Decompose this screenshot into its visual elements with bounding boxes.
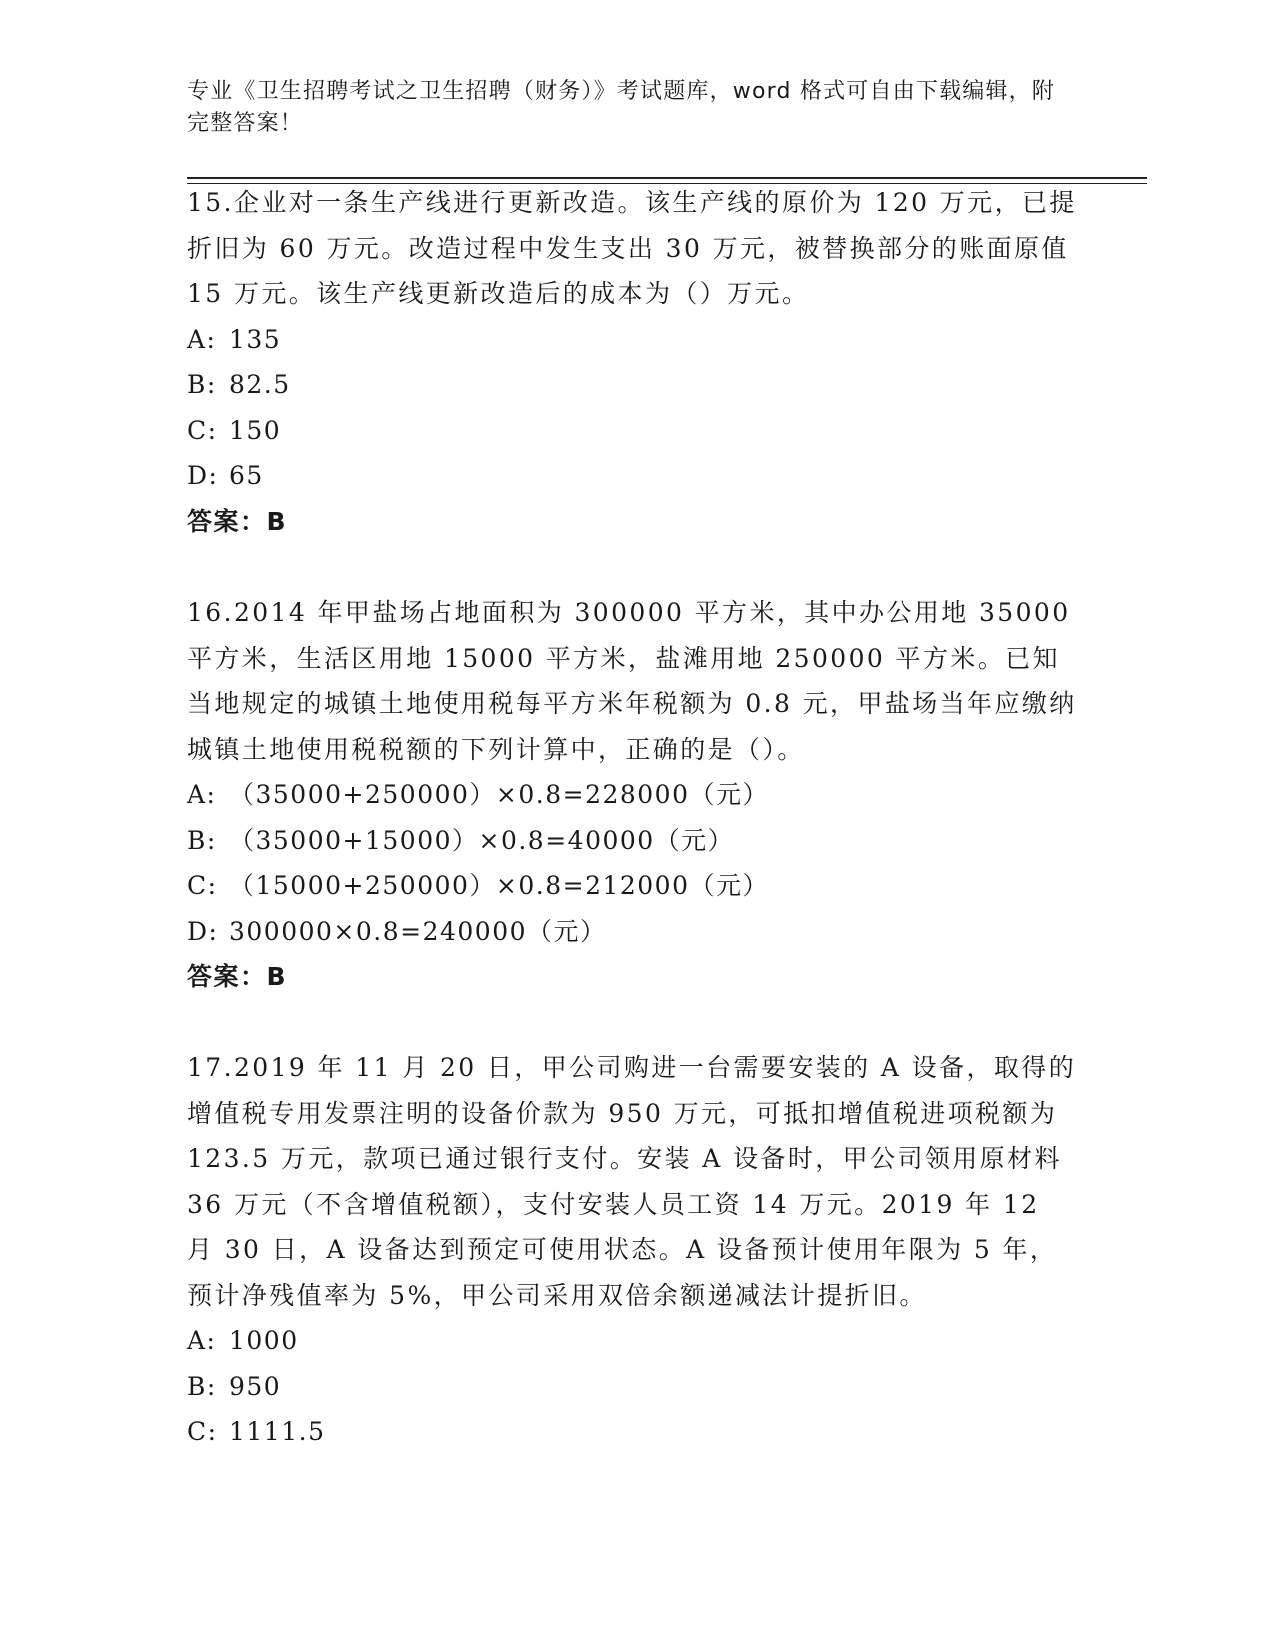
option-text: （35000+15000）×0.8=40000（元）: [229, 825, 735, 855]
option-label: D:: [187, 461, 219, 490]
option-label: D:: [187, 916, 219, 946]
option-a: [187, 772, 1077, 818]
option-c: [187, 408, 1077, 454]
option-text: （15000+250000）×0.8=212000（元）: [229, 871, 769, 900]
option-label: C:: [187, 415, 218, 445]
option-b: [187, 362, 1077, 408]
option-label: A:: [187, 324, 217, 354]
option-a: [187, 317, 1077, 363]
option-text: 1000: [229, 1326, 299, 1355]
option-a: [187, 1318, 1077, 1364]
option-d: [187, 453, 1077, 499]
option-label: A:: [187, 1326, 217, 1355]
question-stem: 17.2019 年 11 月 20 日，甲公司购进一台需要安装的 A 设备，取得的增值税专用发票注明的设备价款为 950 万元，可抵扣增值税进项税额为 123.5 万元，款项已通过银行支付。安装 A 设备时，甲公司领用原材料 36 万元（不含增值税额），支付安装人员工资 14 万元。2019 年 12 月 30 日，A 设备达到预定可使用状态。A 设备预计使用年限为 5 年，预计净残值率为 5%，甲公司采用双倍余额递减法计提折旧。: [187, 1053, 1077, 1310]
option-label: B:: [187, 825, 217, 855]
option-d: [187, 909, 1077, 955]
question-17: [187, 1045, 1077, 1455]
document-header: 专业《卫生招聘考试之卫生招聘（财务）》考试题库，word 格式可自由下载编辑，附完整答案！: [187, 79, 1056, 136]
option-text: 82.5: [229, 370, 291, 399]
option-text: 950: [229, 1371, 282, 1401]
option-label: A:: [187, 780, 217, 809]
option-label: B:: [187, 1371, 217, 1401]
option-text: 300000×0.8=240000（元）: [229, 916, 607, 946]
option-text: 1111.5: [229, 1417, 326, 1446]
option-text: 65: [229, 461, 264, 490]
header-rule-thick: [187, 177, 1147, 179]
option-c: [187, 1409, 1077, 1455]
option-label: C:: [187, 1417, 218, 1446]
option-text: 150: [229, 415, 282, 445]
option-text: （35000+250000）×0.8=228000（元）: [229, 780, 769, 809]
option-label: B:: [187, 370, 217, 399]
question-15: [187, 180, 1077, 544]
option-b: [187, 818, 1077, 864]
question-16: [187, 590, 1077, 1000]
question-stem: 15.企业对一条生产线进行更新改造。该生产线的原价为 120 万元，已提折旧为 60 万元。改造过程中发生支出 30 万元，被替换部分的账面原值 15 万元。该生产线更新改造后的成本为（）万元。: [187, 188, 1077, 308]
option-b: [187, 1364, 1077, 1410]
answer: 答案：B: [187, 962, 288, 991]
option-label: C:: [187, 871, 218, 900]
option-c: [187, 863, 1077, 909]
answer: 答案：B: [187, 506, 288, 536]
option-text: 135: [229, 324, 282, 354]
question-stem: 16.2014 年甲盐场占地面积为 300000 平方米，其中办公用地 35000 平方米，生活区用地 15000 平方米，盐滩用地 250000 平方米。已知当地规定的城镇土地使用税每平方米年税额为 0.8 元，甲盐场当年应缴纳城镇土地使用税税额的下列计算中，正确的是（）。: [187, 598, 1077, 764]
